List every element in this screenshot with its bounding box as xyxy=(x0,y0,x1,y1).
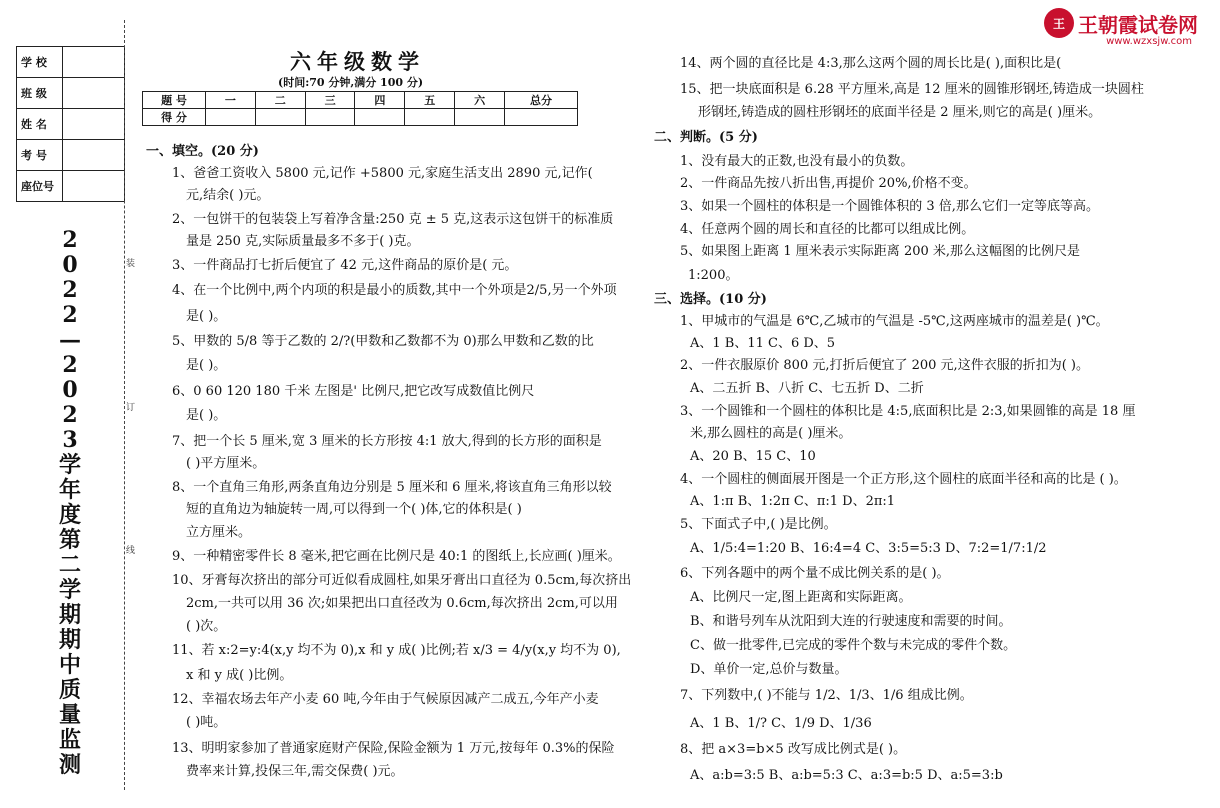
option-line: A、a:b=3:5 B、a:b=5:3 C、a:3=b:5 D、a:5=3:b xyxy=(690,768,1003,783)
question-line: 3、一件商品打七折后便宜了 42 元,这件商品的原价是( 元。 xyxy=(172,258,518,273)
paper-title: 六年级数学 xyxy=(290,49,425,74)
option-line: A、1:π B、1:2π C、π:1 D、2π:1 xyxy=(690,494,896,509)
score-label: 得 分 xyxy=(143,109,206,126)
option-line: A、20 B、15 C、10 xyxy=(690,449,816,464)
title-char: 监 xyxy=(58,727,81,753)
title-char: 3 xyxy=(62,427,78,453)
title-char: 学 xyxy=(58,577,81,603)
info-field[interactable] xyxy=(63,171,125,202)
option-line: C、做一批零件,已完成的零件个数与未完成的零件个数。 xyxy=(690,638,1017,653)
question-line: 1、没有最大的正数,也没有最小的负数。 xyxy=(680,154,914,169)
option-line: B、和谐号列车从沈阳到大连的行驶速度和需要的时间。 xyxy=(690,614,1012,629)
option-line: A、1 B、1/? C、1/9 D、1/36 xyxy=(690,716,872,731)
question-line: 6、0 60 120 180 千米 左图是' 比例尺,把它改写成数值比例尺 xyxy=(172,384,535,399)
question-line: 5、如果图上距离 1 厘米表示实际距离 200 米,那么这幅图的比例尺是 xyxy=(680,244,1081,259)
question-line: x 和 y 成( )比例。 xyxy=(186,668,293,683)
question-line: 4、一个圆柱的侧面展开图是一个正方形,这个圆柱的底面半径和高的比是 ( )。 xyxy=(680,472,1127,487)
question-line: 是( )。 xyxy=(186,358,227,373)
score-header: 五 xyxy=(405,92,455,109)
title-char: 0 xyxy=(62,377,78,403)
question-line: 3、如果一个圆柱的体积是一个圆锥体积的 3 倍,那么它们一定等底等高。 xyxy=(680,199,1099,214)
title-char: 期 xyxy=(58,627,81,653)
question-line: 15、把一块底面积是 6.28 平方厘米,高是 12 厘米的圆锥形钢坯,铸造成一块圆柱 xyxy=(680,82,1144,97)
question-line: 2、一件商品先按八折出售,再提价 20%,价格不变。 xyxy=(680,176,977,191)
title-char: 期 xyxy=(58,602,81,628)
question-line: 4、在一个比例中,两个内项的积是最小的质数,其中一个外项是2/5,另一个外项 xyxy=(172,283,617,298)
logo-name: 王朝霞试卷网 xyxy=(1078,12,1198,37)
score-header: 六 xyxy=(455,92,505,109)
section-heading: 三、选择。(10 分) xyxy=(654,292,767,307)
info-label: 考 号 xyxy=(17,140,63,171)
title-char: 2 xyxy=(62,277,78,303)
question-line: 是( )。 xyxy=(186,309,227,324)
info-label: 座位号 xyxy=(17,171,63,202)
info-field[interactable] xyxy=(63,47,125,78)
option-line: A、比例尺一定,图上距离和实际距离。 xyxy=(690,590,912,605)
question-line: 1、爸爸工资收入 5800 元,记作 +5800 元,家庭生活支出 2890 元,记作( xyxy=(172,166,593,181)
question-line: ( )次。 xyxy=(186,619,227,634)
question-line: 米,那么圆柱的高是( )厘米。 xyxy=(690,426,852,441)
title-char: 度 xyxy=(58,502,81,528)
score-cell[interactable] xyxy=(305,109,355,126)
option-line: A、1 B、11 C、6 D、5 xyxy=(690,336,836,351)
question-line: 1、甲城市的气温是 6℃,乙城市的气温是 -5℃,这两座城市的温差是( )℃。 xyxy=(680,314,1109,329)
info-label: 学 校 xyxy=(17,47,63,78)
score-table xyxy=(142,91,578,126)
student-info-table xyxy=(16,46,125,202)
score-header: 总分 xyxy=(505,92,578,109)
question-line: 2、一件衣服原价 800 元,打折后便宜了 200 元,这件衣服的折扣为( )。 xyxy=(680,358,1089,373)
question-line: 8、把 a×3=b×5 改写成比例式是( )。 xyxy=(680,742,907,757)
question-line: 5、下面式子中,( )是比例。 xyxy=(680,517,837,532)
score-header: 题 号 xyxy=(143,92,206,109)
question-line: 9、一种精密零件长 8 毫米,把它画在比例尺是 40:1 的图纸上,长应画( )厘米。 xyxy=(172,549,621,564)
question-line: 12、幸福农场去年产小麦 60 吨,今年由于气候原因减产二成五,今年产小麦 xyxy=(172,692,599,707)
site-logo xyxy=(1044,8,1198,38)
question-line: 2cm,一共可以用 36 次;如果把出口直径改为 0.6cm,每次挤出 2cm,可以用 xyxy=(186,596,618,611)
score-header: 三 xyxy=(305,92,355,109)
option-line: A、1/5:4=1:20 B、16:4=4 C、3:5=5:3 D、7:2=1/7:1/2 xyxy=(690,541,1047,556)
title-char: — xyxy=(59,327,81,353)
question-line: 13、明明家参加了普通家庭财产保险,保险金额为 1 万元,按每年 0.3%的保险 xyxy=(172,741,615,756)
question-line: 5、甲数的 5/8 等于乙数的 2/?(甲数和乙数都不为 0)那么甲数和乙数的比 xyxy=(172,334,594,349)
title-char: 学 xyxy=(58,452,81,478)
score-cell[interactable] xyxy=(255,109,305,126)
question-line: 费率来计算,投保三年,需交保费( )元。 xyxy=(186,764,404,779)
question-line: 元,结余( )元。 xyxy=(186,188,270,203)
question-line: 10、牙膏每次挤出的部分可近似看成圆柱,如果牙膏出口直径为 0.5cm,每次挤出 xyxy=(172,573,632,588)
question-line: 是( )。 xyxy=(186,408,227,423)
option-line: A、二五折 B、八折 C、七五折 D、二折 xyxy=(690,381,924,396)
question-line: 14、两个圆的直径比是 4:3,那么这两个圆的周长比是( ),面积比是( xyxy=(680,56,1062,71)
seal-mark: 装 xyxy=(126,259,136,269)
title-char: 2 xyxy=(62,302,78,328)
question-line: 4、任意两个圆的周长和直径的比都可以组成比例。 xyxy=(680,222,975,237)
title-char: 0 xyxy=(62,252,78,278)
question-line: 量是 250 克,实际质量最多不多于( )克。 xyxy=(186,234,420,249)
title-char: 2 xyxy=(62,402,78,428)
title-char: 年 xyxy=(58,477,81,503)
score-cell[interactable] xyxy=(206,109,256,126)
title-char: 中 xyxy=(58,652,81,678)
title-char: 2 xyxy=(62,227,78,253)
title-char: 第 xyxy=(58,527,81,553)
question-line: 立方厘米。 xyxy=(186,525,252,540)
score-cell[interactable] xyxy=(455,109,505,126)
title-char: 质 xyxy=(58,677,81,703)
score-header: 一 xyxy=(206,92,256,109)
info-label: 姓 名 xyxy=(17,109,63,140)
question-line: 形钢坯,铸造成的圆柱形钢坯的底面半径是 2 厘米,则它的高是( )厘米。 xyxy=(698,105,1102,120)
info-field[interactable] xyxy=(63,78,125,109)
question-line: ( )吨。 xyxy=(186,715,227,730)
option-line: D、单价一定,总价与数量。 xyxy=(690,662,848,677)
info-field[interactable] xyxy=(63,109,125,140)
question-line: 1:200。 xyxy=(688,268,739,283)
question-line: 7、把一个长 5 厘米,宽 3 厘米的长方形按 4:1 放大,得到的长方形的面积是 xyxy=(172,434,602,449)
vertical-exam-title xyxy=(56,228,84,778)
seal-mark: 订 xyxy=(126,403,136,413)
section-heading: 二、判断。(5 分) xyxy=(654,130,758,145)
title-char: 测 xyxy=(58,752,81,778)
question-line: ( )平方厘米。 xyxy=(186,456,266,471)
score-header: 二 xyxy=(255,92,305,109)
question-line: 11、若 x:2=y:4(x,y 均不为 0),x 和 y 成( )比例;若 x/3 = 4/y(x,y 均不为 0), xyxy=(172,643,621,658)
question-line: 6、下列各题中的两个量不成比例关系的是( )。 xyxy=(680,566,950,581)
title-char: 2 xyxy=(62,352,78,378)
question-line: 2、一包饼干的包装袋上写着净含量:250 克 ± 5 克,这表示这包饼干的标准质 xyxy=(172,212,614,227)
question-line: 短的直角边为轴旋转一周,可以得到一个( )体,它的体积是( ) xyxy=(186,502,522,517)
score-cell[interactable] xyxy=(505,109,578,126)
title-char: 二 xyxy=(58,552,81,578)
seal-mark: 线 xyxy=(126,546,136,556)
paper-subtitle: (时间:70 分钟,满分 100 分) xyxy=(278,76,424,89)
logo-url: www.wzxsjw.com xyxy=(1106,36,1192,47)
question-line: 3、一个圆锥和一个圆柱的体积比是 4:5,底面积比是 2:3,如果圆锥的高是 18 厘 xyxy=(680,404,1136,419)
info-field[interactable] xyxy=(63,140,125,171)
score-header: 四 xyxy=(355,92,405,109)
score-cell[interactable] xyxy=(355,109,405,126)
score-cell[interactable] xyxy=(405,109,455,126)
title-char: 量 xyxy=(58,702,81,728)
question-line: 7、下列数中,( )不能与 1/2、1/3、1/6 组成比例。 xyxy=(680,688,973,703)
question-line: 8、一个直角三角形,两条直角边分别是 5 厘米和 6 厘米,将该直角三角形以较 xyxy=(172,480,612,495)
info-label: 班 级 xyxy=(17,78,63,109)
binding-line xyxy=(124,20,125,790)
logo-badge: 王 xyxy=(1044,8,1074,38)
section-heading: 一、填空。(20 分) xyxy=(146,144,259,159)
